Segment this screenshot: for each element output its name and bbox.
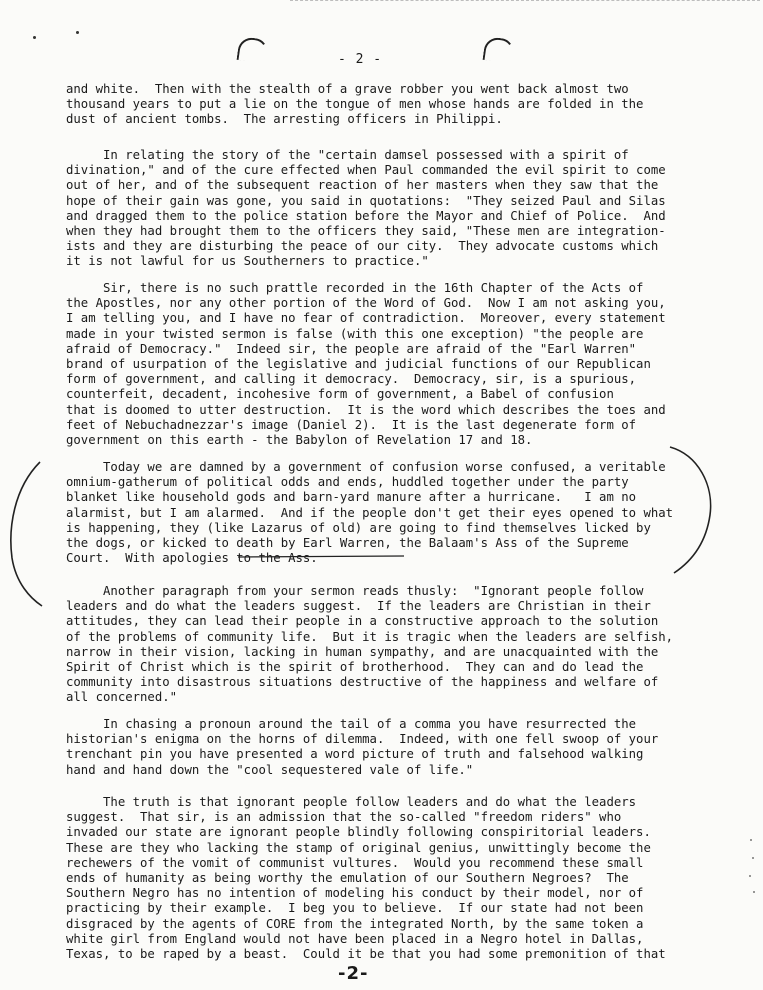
text-line: I am telling you, and I have no fear of contradiction. Moreover, every statement <box>66 311 666 326</box>
scan-speck <box>76 31 79 34</box>
text-line: hand and hand down the "cool sequestered vale of life." <box>66 762 474 777</box>
scan-edge-dots <box>290 0 760 7</box>
text-line: These are they who lacking the stamp of original genius, unwittingly become the <box>66 840 651 855</box>
text-line: Today we are damned by a government of confusion worse confused, a veritable <box>66 460 666 474</box>
paragraph-2 <box>66 148 680 270</box>
page-number-bottom: -2- <box>338 963 369 984</box>
text-line: Court. With apologies to the Ass. <box>66 551 318 566</box>
text-line: government on this earth - the Babylon of Revelation 17 and 18. <box>66 433 533 448</box>
text-line: In relating the story of the "certain damsel possessed with a spirit of <box>66 148 629 162</box>
text-line: rechewers of the vomit of communist vultures. Would you recommend these small <box>66 855 644 870</box>
text-line: all concerned." <box>66 690 178 705</box>
text-line: that is doomed to utter destruction. It is the word which describes the toes and <box>66 402 666 417</box>
text-line: In chasing a pronoun around the tail of a comma you have resurrected the <box>66 717 637 731</box>
text-line: dust of ancient tombs. The arresting officers in Philippi. <box>66 112 503 127</box>
text-line: and dragged them to the police station before the Mayor and Chief of Police. And <box>66 208 666 223</box>
text-line: is happening, they (like Lazarus of old) are going to find themselves licked by <box>66 520 651 535</box>
paragraph-5 <box>66 584 680 706</box>
text-line: afraid of Democracy." Indeed sir, the people are afraid of the "Earl Warren" <box>66 341 637 356</box>
paragraph-6 <box>66 717 680 778</box>
paragraph-3 <box>66 281 680 448</box>
text-line: feet of Nebuchadnezzar's image (Daniel 2). It is the last degenerate form of <box>66 417 637 432</box>
text-line: invaded our state are ignorant people blindly following conspiritorial leaders. <box>66 825 651 840</box>
binder-hole-mark-left <box>236 36 269 64</box>
text-line: blanket like household gods and barn-yard manure after a hurricane. I am no <box>66 490 637 505</box>
text-line: form of government, and calling it democracy. Democracy, sir, is a spurious, <box>66 372 637 387</box>
text-line: thousand years to put a lie on the tongue of men whose hands are folded in the <box>66 97 644 112</box>
text-line: divination," and of the cure effected when Paul commanded the evil spirit to come <box>66 163 666 178</box>
margin-specks <box>748 836 758 896</box>
text-line: The truth is that ignorant people follow leaders and do what the leaders <box>66 795 637 809</box>
text-line: counterfeit, decadent, incohesive form of government, a Babel of confusion <box>66 387 614 402</box>
text-line: historian's enigma on the horns of dilemma. Indeed, with one fell swoop of your <box>66 732 659 747</box>
text-line: alarmist, but I am alarmed. And if the people don't get their eyes opened to what <box>66 505 674 520</box>
text-line: leaders and do what the leaders suggest. If the leaders are Christian in their <box>66 599 651 614</box>
text-line: it is not lawful for us Southerners to practice." <box>66 254 429 269</box>
text-line: narrow in their vision, lacking in human sympathy, and are unacquainted with the <box>66 644 659 659</box>
text-line: trenchant pin you have presented a word picture of truth and falsehood walking <box>66 747 644 762</box>
text-line: Spirit of Christ which is the spirit of brotherhood. They can and do lead the <box>66 660 644 675</box>
text-line: ists and they are disturbing the peace of our city. They advocate customs which <box>66 239 659 254</box>
text-line: Another paragraph from your sermon reads thusly: "Ignorant people follow <box>66 584 644 598</box>
text-line: and white. Then with the stealth of a grave robber you went back almost two <box>66 82 629 96</box>
text-line: made in your twisted sermon is false (with this one exception) "the people are <box>66 326 644 341</box>
handwritten-bracket-left <box>4 458 44 608</box>
page-number-top: - 2 - <box>338 52 383 67</box>
text-line: Southern Negro has no intention of modeling his conduct by their model, nor of <box>66 886 644 901</box>
text-line: the Apostles, nor any other portion of the Word of God. Now I am not asking you, <box>66 296 666 311</box>
text-line: hope of their gain was gone, you said in quotations: "They seized Paul and Silas <box>66 193 666 208</box>
text-line: suggest. That sir, is an admission that the so-called "freedom riders" who <box>66 810 622 825</box>
text-line: practicing by their example. I beg you to believe. If our state had not been <box>66 901 644 916</box>
text-line: of the problems of community life. But it is tragic when the leaders are selfish, <box>66 629 674 644</box>
text-line: brand of usurpation of the legislative and judicial functions of our Republican <box>66 357 651 372</box>
text-line: Sir, there is no such prattle recorded in the 16th Chapter of the Acts of <box>66 281 644 295</box>
text-line: disgraced by the agents of CORE from the integrated North, by the same token a <box>66 916 644 931</box>
text-line: Texas, to be raped by a beast. Could it be that you had some premonition of that <box>66 947 666 962</box>
text-line: omnium-gatherum of political odds and ends, huddled together under the party <box>66 475 629 490</box>
binder-hole-mark-right <box>482 36 515 64</box>
text-line: attitudes, they can lead their people in a constructive approach to the solution <box>66 614 659 629</box>
text-line: out of her, and of the subsequent reaction of her masters when they saw that the <box>66 178 659 193</box>
scan-speck <box>33 36 36 39</box>
paragraph-7 <box>66 795 680 962</box>
text-line: white girl from England would not have been placed in a Negro hotel in Dallas, <box>66 931 644 946</box>
handwritten-bracket-right <box>668 445 718 575</box>
handwritten-underline <box>236 551 406 561</box>
paragraph-1 <box>66 82 680 128</box>
text-line: ends of humanity as being worthy the emulation of our Southern Negroes? The <box>66 871 629 886</box>
text-line: when they had brought them to the officers they said, "These men are integration- <box>66 224 666 239</box>
text-line: community into disastrous situations destructive of the happiness and welfare of <box>66 675 659 690</box>
text-line: the dogs, or kicked to death by Earl Warren, the Balaam's Ass of the Supreme <box>66 536 629 551</box>
